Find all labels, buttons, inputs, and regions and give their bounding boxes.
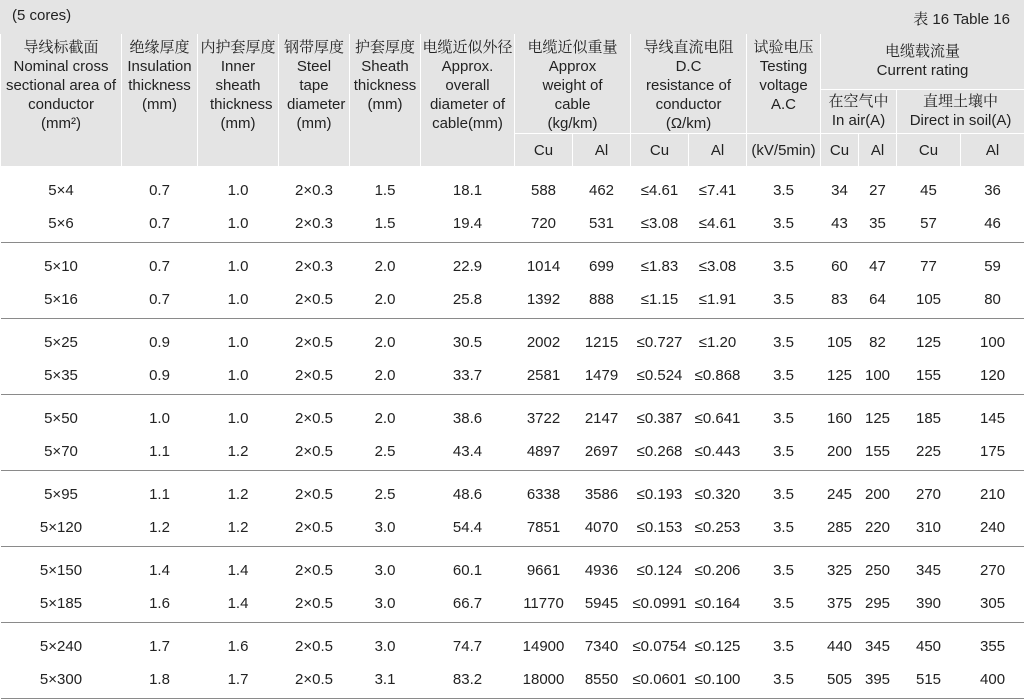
table-header [1, 34, 1024, 167]
cell-diameter: 22.9 [421, 243, 515, 286]
cell-diameter: 66.7 [421, 589, 515, 623]
header-in-air: 在空气中 In air(A) [821, 89, 897, 133]
cell-diameter: 54.4 [421, 513, 515, 547]
cell-size: 5×4 [1, 167, 122, 210]
cell-voltage: 3.5 [747, 285, 821, 319]
cell-insulation: 1.6 [122, 589, 198, 623]
cell-inner-sheath: 1.6 [198, 623, 279, 666]
cell-soil-al: 145 [961, 395, 1024, 438]
table-number: 表 16 Table 16 [913, 8, 1010, 29]
cell-air-al: 82 [859, 319, 897, 362]
cell-resistance-cu: ≤0.0991 [631, 589, 689, 623]
cell-diameter: 60.1 [421, 547, 515, 590]
cell-soil-al: 400 [961, 665, 1024, 699]
cell-air-cu: 125 [821, 361, 859, 395]
cell-soil-cu: 390 [897, 589, 961, 623]
header-resistance-cu: Cu [631, 134, 689, 167]
cell-resistance-cu: ≤0.153 [631, 513, 689, 547]
header-soil-cu: Cu [897, 134, 961, 167]
cell-insulation: 0.7 [122, 243, 198, 286]
cell-air-al: 345 [859, 623, 897, 666]
cell-weight-al: 2697 [573, 437, 631, 471]
cell-weight-cu: 2002 [515, 319, 573, 362]
cell-soil-cu: 125 [897, 319, 961, 362]
cell-resistance-cu: ≤0.727 [631, 319, 689, 362]
cell-size: 5×35 [1, 361, 122, 395]
cell-resistance-cu: ≤0.0601 [631, 665, 689, 699]
cell-weight-cu: 11770 [515, 589, 573, 623]
header-weight-al: Al [573, 134, 631, 167]
table-row [1, 547, 1024, 590]
header-sheath: 护套厚度 Sheath thickness (mm) [350, 34, 421, 167]
cell-insulation: 1.0 [122, 395, 198, 438]
cell-voltage: 3.5 [747, 361, 821, 395]
cable-spec-table [0, 34, 1024, 699]
cell-resistance-al: ≤0.443 [689, 437, 747, 471]
cell-voltage: 3.5 [747, 471, 821, 514]
table-row [1, 589, 1024, 623]
cell-resistance-al: ≤1.20 [689, 319, 747, 362]
cell-air-cu: 505 [821, 665, 859, 699]
header-soil-al: Al [961, 134, 1024, 167]
cell-air-al: 220 [859, 513, 897, 547]
cell-steel-tape: 2×0.5 [279, 589, 350, 623]
cell-air-al: 250 [859, 547, 897, 590]
cell-inner-sheath: 1.0 [198, 395, 279, 438]
cell-steel-tape: 2×0.5 [279, 437, 350, 471]
cell-soil-al: 210 [961, 471, 1024, 514]
cell-air-cu: 200 [821, 437, 859, 471]
header-size-en: Nominal cross sectional area of conductor [1, 57, 121, 114]
cell-air-al: 64 [859, 285, 897, 319]
cell-air-al: 27 [859, 167, 897, 210]
cell-weight-cu: 588 [515, 167, 573, 210]
cell-inner-sheath: 1.2 [198, 513, 279, 547]
cell-sheath: 2.0 [350, 395, 421, 438]
cell-inner-sheath: 1.0 [198, 167, 279, 210]
cell-air-al: 295 [859, 589, 897, 623]
cell-air-cu: 245 [821, 471, 859, 514]
table-row [1, 623, 1024, 666]
cell-resistance-al: ≤0.206 [689, 547, 747, 590]
cell-soil-cu: 105 [897, 285, 961, 319]
header-weight-cu: Cu [515, 134, 573, 167]
cell-steel-tape: 2×0.3 [279, 167, 350, 210]
table-row [1, 513, 1024, 547]
cell-soil-al: 36 [961, 167, 1024, 210]
header-diameter: 电缆近似外径 Approx. overall diameter of cable(mm) [421, 34, 515, 167]
table-caption-bar [0, 0, 1024, 34]
cell-inner-sheath: 1.0 [198, 243, 279, 286]
cell-voltage: 3.5 [747, 547, 821, 590]
cell-resistance-cu: ≤0.0754 [631, 623, 689, 666]
header-insulation: 绝缘厚度 Insulation thickness (mm) [122, 34, 198, 167]
cell-voltage: 3.5 [747, 209, 821, 243]
cell-voltage: 3.5 [747, 319, 821, 362]
cell-air-cu: 160 [821, 395, 859, 438]
cell-air-cu: 105 [821, 319, 859, 362]
cell-weight-cu: 1392 [515, 285, 573, 319]
cell-soil-cu: 270 [897, 471, 961, 514]
cell-soil-cu: 77 [897, 243, 961, 286]
cell-weight-cu: 1014 [515, 243, 573, 286]
cores-label: (5 cores) [12, 7, 71, 24]
cell-diameter: 74.7 [421, 623, 515, 666]
cell-air-al: 155 [859, 437, 897, 471]
cell-weight-al: 5945 [573, 589, 631, 623]
cell-size: 5×6 [1, 209, 122, 243]
cell-size: 5×150 [1, 547, 122, 590]
cell-weight-cu: 6338 [515, 471, 573, 514]
cell-soil-cu: 345 [897, 547, 961, 590]
table-row [1, 665, 1024, 699]
header-resistance: 导线直流电阻 D.C resistance of conductor (Ω/km) [631, 34, 747, 134]
cell-resistance-al: ≤3.08 [689, 243, 747, 286]
cell-weight-cu: 14900 [515, 623, 573, 666]
cell-soil-al: 100 [961, 319, 1024, 362]
cell-sheath: 3.0 [350, 547, 421, 590]
cell-inner-sheath: 1.0 [198, 209, 279, 243]
cell-sheath: 3.0 [350, 623, 421, 666]
cell-insulation: 0.7 [122, 209, 198, 243]
cell-soil-al: 59 [961, 243, 1024, 286]
cell-size: 5×95 [1, 471, 122, 514]
header-in-soil: 直埋土壤中 Direct in soil(A) [897, 89, 1024, 133]
cell-soil-cu: 155 [897, 361, 961, 395]
header-air-cu: Cu [821, 134, 859, 167]
cell-steel-tape: 2×0.5 [279, 665, 350, 699]
cell-soil-cu: 450 [897, 623, 961, 666]
cell-voltage: 3.5 [747, 167, 821, 210]
cell-voltage: 3.5 [747, 395, 821, 438]
cell-sheath: 1.5 [350, 167, 421, 210]
cell-size: 5×10 [1, 243, 122, 286]
cell-size: 5×16 [1, 285, 122, 319]
header-size: 导线标截面 Nominal cross sectional area of conductor (mm²) [1, 34, 122, 167]
cell-sheath: 3.1 [350, 665, 421, 699]
cell-size: 5×50 [1, 395, 122, 438]
cell-weight-cu: 720 [515, 209, 573, 243]
cell-steel-tape: 2×0.5 [279, 513, 350, 547]
header-rating: 电缆载流量 Current rating [821, 34, 1024, 89]
cell-insulation: 1.2 [122, 513, 198, 547]
cell-soil-al: 305 [961, 589, 1024, 623]
cell-insulation: 0.9 [122, 319, 198, 362]
header-voltage-unit: (kV/5min) [747, 134, 821, 167]
cell-air-cu: 60 [821, 243, 859, 286]
cell-air-cu: 43 [821, 209, 859, 243]
cell-soil-al: 80 [961, 285, 1024, 319]
cell-air-cu: 375 [821, 589, 859, 623]
cell-inner-sheath: 1.2 [198, 471, 279, 514]
cell-insulation: 0.7 [122, 285, 198, 319]
cell-resistance-cu: ≤1.83 [631, 243, 689, 286]
cell-resistance-cu: ≤0.268 [631, 437, 689, 471]
cell-sheath: 2.5 [350, 437, 421, 471]
header-resistance-al: Al [689, 134, 747, 167]
cell-weight-al: 4936 [573, 547, 631, 590]
cell-air-al: 395 [859, 665, 897, 699]
header-weight: 电缆近似重量 Approx weight of cable (kg/km) [515, 34, 631, 134]
cell-soil-cu: 310 [897, 513, 961, 547]
cell-soil-al: 240 [961, 513, 1024, 547]
cell-inner-sheath: 1.2 [198, 437, 279, 471]
cell-soil-cu: 45 [897, 167, 961, 210]
cell-steel-tape: 2×0.5 [279, 471, 350, 514]
table-row [1, 167, 1024, 210]
cell-size: 5×25 [1, 319, 122, 362]
cell-sheath: 2.0 [350, 319, 421, 362]
cell-weight-cu: 3722 [515, 395, 573, 438]
cell-insulation: 0.7 [122, 167, 198, 210]
cell-voltage: 3.5 [747, 513, 821, 547]
cell-steel-tape: 2×0.5 [279, 319, 350, 362]
cell-weight-al: 462 [573, 167, 631, 210]
cell-steel-tape: 2×0.5 [279, 285, 350, 319]
cell-resistance-al: ≤1.91 [689, 285, 747, 319]
cell-air-cu: 440 [821, 623, 859, 666]
cell-soil-cu: 185 [897, 395, 961, 438]
cell-resistance-cu: ≤0.524 [631, 361, 689, 395]
cell-steel-tape: 2×0.5 [279, 547, 350, 590]
cell-resistance-cu: ≤4.61 [631, 167, 689, 210]
cell-weight-al: 8550 [573, 665, 631, 699]
cell-sheath: 3.0 [350, 513, 421, 547]
cell-insulation: 1.4 [122, 547, 198, 590]
cell-diameter: 25.8 [421, 285, 515, 319]
cell-size: 5×300 [1, 665, 122, 699]
cell-weight-cu: 2581 [515, 361, 573, 395]
cell-resistance-al: ≤7.41 [689, 167, 747, 210]
table-row [1, 319, 1024, 362]
cell-size: 5×120 [1, 513, 122, 547]
cell-inner-sheath: 1.4 [198, 589, 279, 623]
cell-steel-tape: 2×0.5 [279, 361, 350, 395]
cell-resistance-al: ≤0.641 [689, 395, 747, 438]
cell-voltage: 3.5 [747, 243, 821, 286]
header-steel-tape: 钢带厚度 Steel tape diameter (mm) [279, 34, 350, 167]
cell-steel-tape: 2×0.5 [279, 623, 350, 666]
cell-air-cu: 285 [821, 513, 859, 547]
cell-inner-sheath: 1.0 [198, 285, 279, 319]
cell-weight-al: 2147 [573, 395, 631, 438]
cell-sheath: 2.0 [350, 285, 421, 319]
cell-weight-cu: 7851 [515, 513, 573, 547]
cell-resistance-cu: ≤0.124 [631, 547, 689, 590]
cell-inner-sheath: 1.7 [198, 665, 279, 699]
header-voltage: 试验电压 Testing voltage A.C [747, 34, 821, 134]
cell-voltage: 3.5 [747, 589, 821, 623]
cell-weight-al: 1215 [573, 319, 631, 362]
cell-soil-cu: 57 [897, 209, 961, 243]
cell-diameter: 48.6 [421, 471, 515, 514]
cell-resistance-cu: ≤3.08 [631, 209, 689, 243]
cell-diameter: 43.4 [421, 437, 515, 471]
cell-air-cu: 34 [821, 167, 859, 210]
cell-weight-al: 888 [573, 285, 631, 319]
table-row [1, 395, 1024, 438]
table-body [1, 167, 1024, 699]
cell-resistance-al: ≤4.61 [689, 209, 747, 243]
cell-air-al: 47 [859, 243, 897, 286]
cell-resistance-cu: ≤0.387 [631, 395, 689, 438]
cell-diameter: 18.1 [421, 167, 515, 210]
cell-insulation: 1.8 [122, 665, 198, 699]
cell-insulation: 1.7 [122, 623, 198, 666]
cell-weight-cu: 18000 [515, 665, 573, 699]
cell-weight-al: 531 [573, 209, 631, 243]
cell-diameter: 19.4 [421, 209, 515, 243]
cell-soil-al: 270 [961, 547, 1024, 590]
table-row [1, 471, 1024, 514]
cell-weight-al: 7340 [573, 623, 631, 666]
cell-resistance-al: ≤0.320 [689, 471, 747, 514]
cell-diameter: 38.6 [421, 395, 515, 438]
header-inner-sheath: 内护套厚度 Inner sheath thickness (mm) [198, 34, 279, 167]
cell-steel-tape: 2×0.3 [279, 209, 350, 243]
cell-voltage: 3.5 [747, 437, 821, 471]
cell-resistance-cu: ≤0.193 [631, 471, 689, 514]
cell-diameter: 30.5 [421, 319, 515, 362]
cell-air-al: 100 [859, 361, 897, 395]
cell-soil-al: 355 [961, 623, 1024, 666]
cell-weight-cu: 4897 [515, 437, 573, 471]
cell-diameter: 83.2 [421, 665, 515, 699]
header-size-unit: (mm²) [1, 114, 121, 133]
cell-size: 5×240 [1, 623, 122, 666]
cell-resistance-al: ≤0.100 [689, 665, 747, 699]
cell-weight-cu: 9661 [515, 547, 573, 590]
cell-inner-sheath: 1.0 [198, 361, 279, 395]
cell-weight-al: 3586 [573, 471, 631, 514]
cell-sheath: 3.0 [350, 589, 421, 623]
cell-sheath: 2.5 [350, 471, 421, 514]
cell-air-al: 125 [859, 395, 897, 438]
header-air-al: Al [859, 134, 897, 167]
cell-steel-tape: 2×0.3 [279, 243, 350, 286]
cell-steel-tape: 2×0.5 [279, 395, 350, 438]
cell-resistance-cu: ≤1.15 [631, 285, 689, 319]
cell-soil-al: 120 [961, 361, 1024, 395]
cell-resistance-al: ≤0.164 [689, 589, 747, 623]
cell-insulation: 1.1 [122, 471, 198, 514]
cell-air-al: 35 [859, 209, 897, 243]
cell-resistance-al: ≤0.868 [689, 361, 747, 395]
cell-sheath: 2.0 [350, 361, 421, 395]
cell-size: 5×70 [1, 437, 122, 471]
cell-inner-sheath: 1.0 [198, 319, 279, 362]
cell-weight-al: 1479 [573, 361, 631, 395]
cell-insulation: 0.9 [122, 361, 198, 395]
cell-diameter: 33.7 [421, 361, 515, 395]
table-row [1, 437, 1024, 471]
cell-air-cu: 83 [821, 285, 859, 319]
table-row [1, 209, 1024, 243]
cell-weight-al: 4070 [573, 513, 631, 547]
cell-size: 5×185 [1, 589, 122, 623]
cell-air-cu: 325 [821, 547, 859, 590]
cell-soil-cu: 225 [897, 437, 961, 471]
cell-resistance-al: ≤0.253 [689, 513, 747, 547]
cell-soil-al: 175 [961, 437, 1024, 471]
cell-voltage: 3.5 [747, 665, 821, 699]
cell-insulation: 1.1 [122, 437, 198, 471]
cell-soil-al: 46 [961, 209, 1024, 243]
cell-sheath: 1.5 [350, 209, 421, 243]
table-row [1, 361, 1024, 395]
cell-weight-al: 699 [573, 243, 631, 286]
table-row [1, 243, 1024, 286]
cell-sheath: 2.0 [350, 243, 421, 286]
cell-resistance-al: ≤0.125 [689, 623, 747, 666]
cell-inner-sheath: 1.4 [198, 547, 279, 590]
table-row [1, 285, 1024, 319]
cell-voltage: 3.5 [747, 623, 821, 666]
cell-air-al: 200 [859, 471, 897, 514]
cell-soil-cu: 515 [897, 665, 961, 699]
